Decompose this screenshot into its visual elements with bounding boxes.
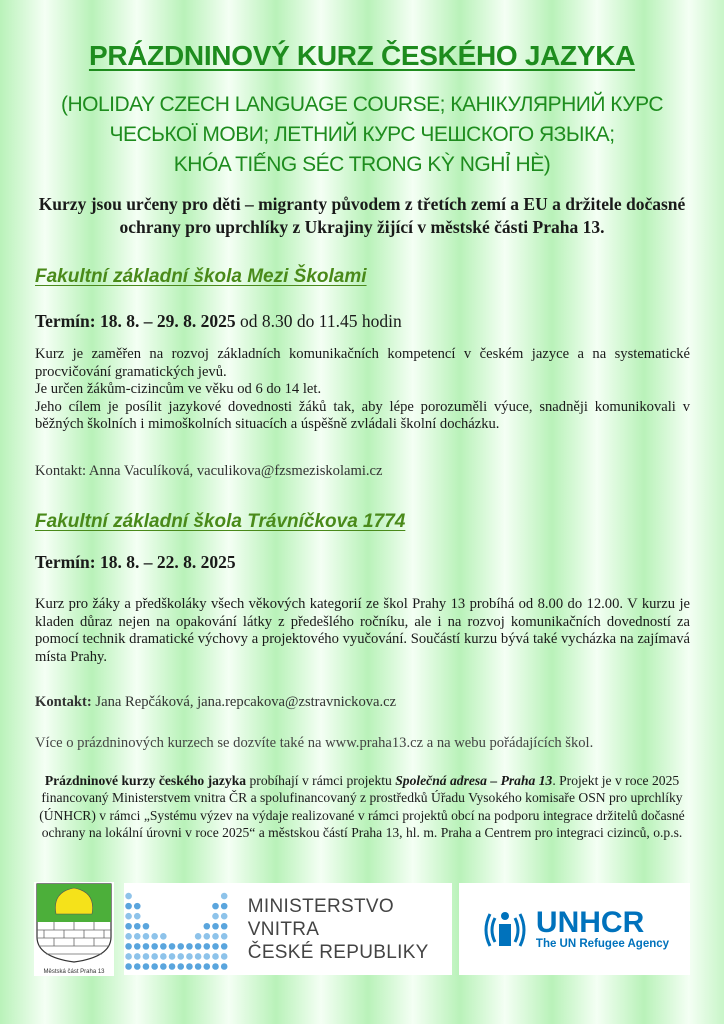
dot — [221, 963, 228, 970]
paragraph: Jeho cílem je posílit jazykové dovednosti žáků tak, aby lépe porozuměli výuce, snadněji komunikovali v běžných školních i mimoškolních situacích a úspěšně zvládali školní docházku. — [35, 398, 690, 432]
dot — [125, 893, 132, 900]
paragraph: Kurz je zaměřen na rozvoj základních komunikačních kompetencí v českém jazyce a na systematické procvičování gramatických jevů. — [35, 346, 690, 380]
school1-heading: Fakultní základní škola Mezi Školami — [35, 266, 367, 287]
footer-bold: Prázdninové kurzy českého jazyka — [44, 773, 247, 788]
dot — [221, 923, 228, 930]
dot — [221, 953, 228, 960]
dot — [143, 943, 150, 950]
dot — [212, 943, 219, 950]
school1-contact: Kontakt: Anna Vaculíková, vaculikova@fzsmeziskolami.cz — [35, 463, 383, 479]
term-dates: 18. 8. – 29. 8. 2025 — [99, 311, 236, 331]
dot — [195, 953, 202, 960]
dot — [221, 933, 228, 940]
dot — [134, 923, 141, 930]
dot — [212, 913, 219, 920]
dot — [169, 953, 176, 960]
dot — [151, 933, 158, 940]
dot — [212, 953, 219, 960]
term-label: Termín: — [35, 311, 96, 331]
praha13-logo — [34, 882, 114, 976]
dot — [195, 933, 202, 940]
dot — [134, 963, 141, 970]
dot — [125, 923, 132, 930]
dot — [195, 943, 202, 950]
dot — [186, 943, 193, 950]
subtitle-line-3: KHÓA TIẾNG SÉC TRONG KỲ NGHỈ HÈ) — [173, 153, 551, 176]
footer-mid: probíhají v rámci projektu — [246, 773, 396, 788]
dot — [212, 933, 219, 940]
dot — [134, 903, 141, 910]
term-time: od 8.30 do 11.45 hodin — [235, 311, 402, 331]
dot — [125, 913, 132, 920]
footer-funding-text — [20, 772, 704, 841]
school1-term — [35, 311, 402, 332]
ministry-name-line1: MINISTERSTVO VNITRA — [247, 895, 394, 940]
dot — [204, 943, 211, 950]
dot — [134, 943, 141, 950]
school2-term: Termín: 18. 8. – 22. 8. 2025 — [35, 552, 236, 572]
dot — [177, 943, 184, 950]
dot — [195, 963, 202, 970]
school2-contact — [35, 694, 396, 711]
unhcr-name: UNHCR — [535, 906, 645, 939]
dot — [186, 963, 193, 970]
dot — [125, 963, 132, 970]
dot — [204, 923, 211, 930]
subtitle-line-2: ЧЕСЬКОЇ МОВИ; ЛЕТНИЙ КУРС ЧЕШСКОГО ЯЗЫКА; — [109, 123, 615, 146]
dot — [134, 953, 141, 960]
dot — [186, 953, 193, 960]
praha13-caption: Městská část Praha 13 — [43, 969, 105, 975]
ministry-logo — [124, 883, 452, 975]
dot — [134, 913, 141, 920]
dot — [125, 933, 132, 940]
ministry-name-line2: ČESKÉ REPUBLIKY — [247, 941, 429, 963]
dot — [204, 933, 211, 940]
dot — [221, 913, 228, 920]
unhcr-logo — [459, 883, 690, 975]
dot — [169, 943, 176, 950]
dot — [212, 923, 219, 930]
more-info: Více o prázdninových kurzech se dozvíte také na www.praha13.cz a na webu pořádajících škol. — [35, 735, 594, 751]
dot — [160, 963, 167, 970]
dot — [212, 963, 219, 970]
contact-label: Kontakt: — [35, 694, 92, 710]
dot — [151, 943, 158, 950]
dot — [204, 953, 211, 960]
dot — [143, 963, 150, 970]
dot — [160, 933, 167, 940]
dot — [125, 903, 132, 910]
dot — [177, 963, 184, 970]
unhcr-emblem-icon — [480, 906, 530, 952]
ministry-dots-icon — [124, 883, 234, 975]
dot — [143, 953, 150, 960]
dot — [204, 963, 211, 970]
dot — [151, 953, 158, 960]
page-title: PRÁZDNINOVÝ KURZ ČESKÉHO JAZYKA — [88, 40, 636, 71]
paragraph: Je určen žákům-cizincům ve věku od 6 do 14 let. — [35, 381, 322, 397]
school2-heading: Fakultní základní škola Trávníčkova 1774 — [35, 511, 406, 532]
dot — [134, 933, 141, 940]
dot — [221, 903, 228, 910]
dot — [125, 943, 132, 950]
dot — [169, 963, 176, 970]
intro-text: Kurzy jsou určeny pro děti – migranty původem z třetích zemí a EU a držitele dočasné ochrany pro uprchlíky z Ukrajiny žijící v městské části Praha 13. — [38, 194, 686, 237]
footer-project: Společná adresa – Praha 13 — [395, 773, 553, 788]
school2-description: Kurz pro žáky a předškoláky všech věkových kategorií ze škol Prahy 13 probíhá od 8.00 do 12.00. V kurzu je kladen důraz nejen na opakování látky z předešlého ročníku, ale i na rozvoj komunikačních dovedností za pomocí technik dramatické výchovy a projektového vyučování. Součástí kurzu bývá také vycházka na zajímavá místa Prahy. — [35, 596, 690, 665]
praha13-coat-of-arms-icon — [34, 882, 114, 964]
footer-rest: . Projekt je v roce 2025 financovaný Ministerstvem vnitra ČR a spolufinancovaný z prostředků Úřadu Vysokého komisaře OSN pro uprchlíky (ÚNHCR) v rámci „Systému výzev na výdaje realizované v rámci projektů obcí na podporu integrace držitelů dočasné ochrany na lokální úrovni v roce 2025“ a městskou částí Praha 13, hl. m. Praha a Centrem pro integraci cizinců, o.p.s. — [39, 773, 685, 840]
dot — [143, 923, 150, 930]
dot — [212, 903, 219, 910]
dot — [160, 953, 167, 960]
contact-value: Jana Repčáková, jana.repcakova@zstravnickova.cz — [91, 694, 397, 710]
dot — [143, 933, 150, 940]
dot — [221, 893, 228, 900]
subtitle-line-1: (HOLIDAY CZECH LANGUAGE COURSE; КАНІКУЛЯРНИЙ КУРС — [60, 93, 664, 116]
dot — [125, 953, 132, 960]
dot — [221, 943, 228, 950]
unhcr-tagline: The UN Refugee Agency — [535, 938, 670, 950]
dot — [160, 943, 167, 950]
school1-description — [35, 346, 690, 434]
dot — [177, 953, 184, 960]
dot — [151, 963, 158, 970]
